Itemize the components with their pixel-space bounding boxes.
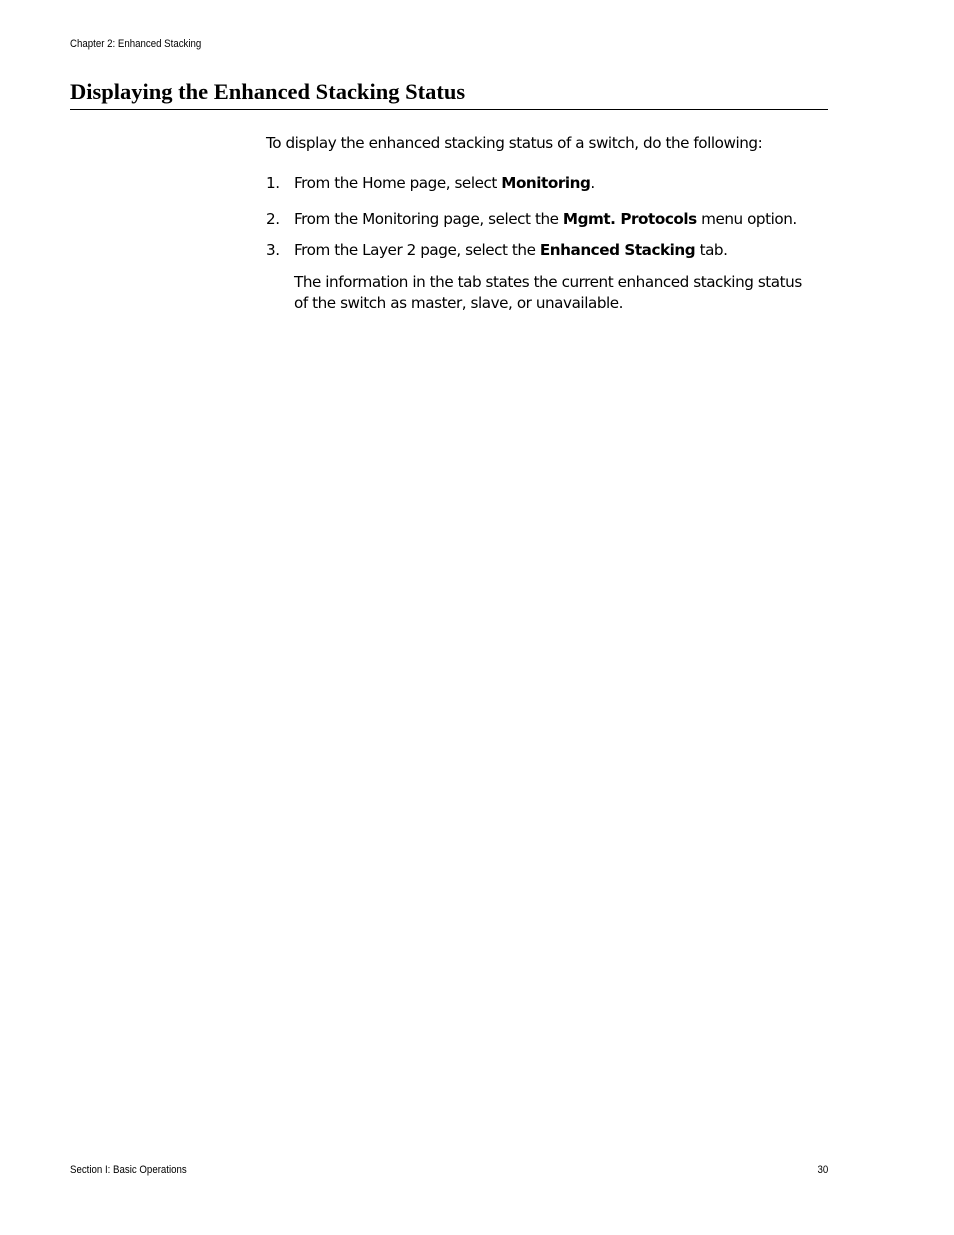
- section-title: Displaying the Enhanced Stacking Status: [70, 78, 828, 110]
- step-text-before: From the Monitoring page, select the: [294, 210, 563, 228]
- step-text-before: From the Home page, select: [294, 174, 502, 192]
- step-3-note: The information in the tab states the current enhanced stacking status of the switch as master, slave, or unavailable.: [294, 273, 802, 312]
- step-text-after: tab.: [695, 241, 728, 259]
- step-emphasis: Monitoring: [501, 174, 591, 192]
- step-text: [294, 240, 728, 261]
- step-number: 2.: [266, 210, 280, 228]
- running-header: Chapter 2: Enhanced Stacking: [70, 38, 202, 50]
- step-number: 3.: [266, 241, 280, 259]
- footer-section: Section I: Basic Operations: [70, 1164, 187, 1176]
- step-number: 1.: [266, 174, 280, 192]
- step-emphasis: Enhanced Stacking: [539, 241, 696, 259]
- step-text-after: .: [590, 174, 595, 192]
- step-text-after: menu option.: [696, 210, 797, 228]
- step-text-before: From the Layer 2 page, select the: [294, 241, 540, 259]
- step-text: [294, 209, 797, 230]
- footer-page-number: 30: [817, 1164, 828, 1176]
- step-emphasis: Mgmt. Protocols: [562, 210, 697, 228]
- intro-paragraph: To display the enhanced stacking status of a switch, do the following:: [266, 134, 763, 152]
- step-text: [294, 173, 595, 194]
